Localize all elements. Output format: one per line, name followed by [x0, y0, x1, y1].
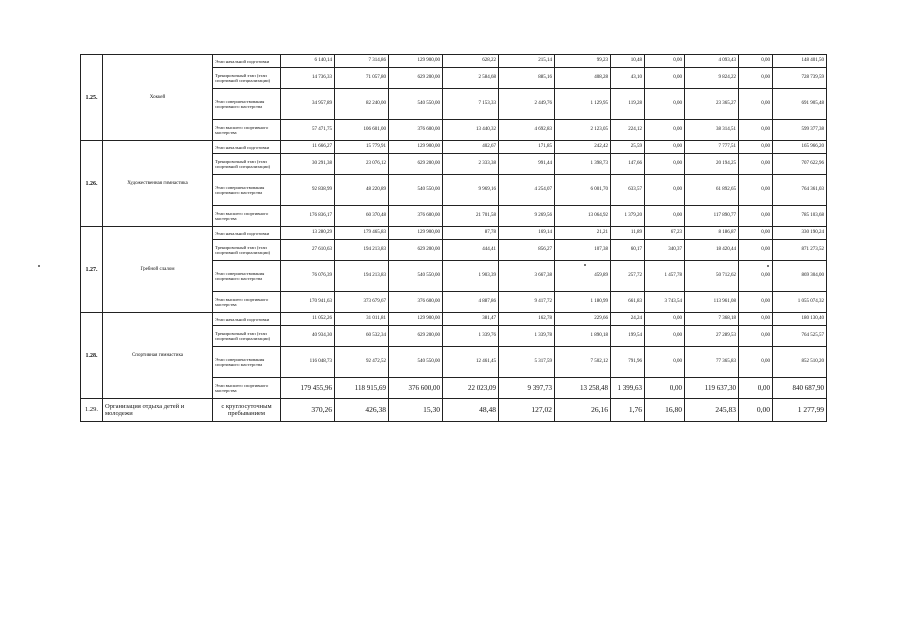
table-row: [81, 227, 827, 240]
value-cell: 791,96: [611, 347, 645, 378]
table-body: [81, 55, 827, 422]
value-cell: 15 779,91: [335, 141, 389, 154]
value-cell: 60,17: [611, 240, 645, 261]
stage-cell: с круглосуточным пребыванием: [213, 399, 281, 422]
value-cell: 113 961,08: [685, 292, 739, 313]
value-cell: 885,16: [499, 68, 555, 89]
value-cell: 3 743,54: [645, 292, 685, 313]
value-cell: 24,24: [611, 313, 645, 326]
row-index: 1.29.: [81, 399, 103, 422]
value-cell: 0,00: [739, 326, 773, 347]
stage-cell: Этап начальной подготовки: [213, 227, 281, 240]
value-cell: 856,27: [499, 240, 555, 261]
value-cell: 1 398,73: [555, 154, 611, 175]
value-cell: 376 600,00: [389, 206, 443, 227]
value-cell: 199,54: [611, 326, 645, 347]
value-cell: 0,00: [739, 120, 773, 141]
value-cell: 599 377,38: [773, 120, 827, 141]
stage-cell: Тренировочный этап (этап спортивной специализации): [213, 68, 281, 89]
value-cell: 38 314,51: [685, 120, 739, 141]
value-cell: 1,76: [611, 399, 645, 422]
stage-cell: Тренировочный этап (этап спортивной специализации): [213, 326, 281, 347]
sport-name: Художественная гимнастика: [103, 141, 213, 227]
value-cell: 1 055 074,32: [773, 292, 827, 313]
value-cell: 162,78: [499, 313, 555, 326]
value-cell: 0,00: [645, 68, 685, 89]
value-cell: 92 838,99: [281, 175, 335, 206]
value-cell: 0,00: [645, 326, 685, 347]
value-cell: 57 471,75: [281, 120, 335, 141]
value-cell: 13 280,29: [281, 227, 335, 240]
value-cell: 0,00: [645, 206, 685, 227]
value-cell: 330 190,24: [773, 227, 827, 240]
value-cell: 50 712,62: [685, 261, 739, 292]
value-cell: 6 140,14: [281, 55, 335, 68]
stage-cell: Тренировочный этап (этап спортивной специализации): [213, 240, 281, 261]
value-cell: 764 361,03: [773, 175, 827, 206]
value-cell: 245,83: [685, 399, 739, 422]
stage-cell: Этап совершенствования спортивного мастерства: [213, 261, 281, 292]
value-cell: 6 001,70: [555, 175, 611, 206]
value-cell: 8 186,87: [685, 227, 739, 240]
value-cell: 0,00: [645, 141, 685, 154]
value-cell: 0,00: [739, 313, 773, 326]
value-cell: 170 941,63: [281, 292, 335, 313]
value-cell: 82 240,00: [335, 89, 389, 120]
value-cell: 1 903,39: [443, 261, 499, 292]
value-cell: 633,57: [611, 175, 645, 206]
value-cell: 11 666,27: [281, 141, 335, 154]
value-cell: 871 273,52: [773, 240, 827, 261]
stage-cell: Этап высшего спортивного мастерства: [213, 378, 281, 399]
value-cell: 540 550,00: [389, 261, 443, 292]
value-cell: 0,00: [739, 292, 773, 313]
value-cell: 176 836,17: [281, 206, 335, 227]
value-cell: 23 365,27: [685, 89, 739, 120]
value-cell: 92 472,52: [335, 347, 389, 378]
value-cell: 402,67: [443, 141, 499, 154]
value-cell: 0,00: [645, 154, 685, 175]
value-cell: 34 957,89: [281, 89, 335, 120]
stage-cell: Этап совершенствования спортивного мастерства: [213, 347, 281, 378]
value-cell: 381,47: [443, 313, 499, 326]
value-cell: 691 905,48: [773, 89, 827, 120]
value-cell: 129 900,00: [389, 141, 443, 154]
value-cell: 2 449,76: [499, 89, 555, 120]
row-index: 1.28.: [81, 313, 103, 399]
value-cell: 0,00: [739, 154, 773, 175]
value-cell: 23 076,12: [335, 154, 389, 175]
value-cell: 370,26: [281, 399, 335, 422]
value-cell: 408,28: [555, 68, 611, 89]
stage-cell: Этап совершенствования спортивного мастерства: [213, 89, 281, 120]
value-cell: 106 601,00: [335, 120, 389, 141]
value-cell: 129 900,00: [389, 313, 443, 326]
sport-name: Хоккей: [103, 55, 213, 141]
value-cell: 77 365,83: [685, 347, 739, 378]
value-cell: 10,48: [611, 55, 645, 68]
value-cell: 540 550,00: [389, 347, 443, 378]
value-cell: 1 277,99: [773, 399, 827, 422]
value-cell: 16,80: [645, 399, 685, 422]
value-cell: 22 023,09: [443, 378, 499, 399]
value-cell: 2 333,38: [443, 154, 499, 175]
value-cell: 0,00: [645, 378, 685, 399]
value-cell: 0,00: [739, 68, 773, 89]
value-cell: 15,30: [389, 399, 443, 422]
value-cell: 119 637,30: [685, 378, 739, 399]
table-row: [81, 141, 827, 154]
value-cell: 376 600,00: [389, 120, 443, 141]
value-cell: 116 048,73: [281, 347, 335, 378]
value-cell: 0,00: [739, 347, 773, 378]
value-cell: 3 667,38: [499, 261, 555, 292]
value-cell: 60 370,48: [335, 206, 389, 227]
value-cell: 30 291,38: [281, 154, 335, 175]
value-cell: 2 123,05: [555, 120, 611, 141]
value-cell: 0,00: [645, 89, 685, 120]
cost-table: [80, 54, 827, 422]
value-cell: 7 368,18: [685, 313, 739, 326]
value-cell: 257,72: [611, 261, 645, 292]
stage-cell: Этап начальной подготовки: [213, 55, 281, 68]
value-cell: 107,38: [555, 240, 611, 261]
value-cell: 0,00: [645, 347, 685, 378]
value-cell: 0,00: [739, 399, 773, 422]
value-cell: 7 314,86: [335, 55, 389, 68]
table-row: [81, 313, 827, 326]
stage-cell: Этап высшего спортивного мастерства: [213, 206, 281, 227]
value-cell: 1 129,95: [555, 89, 611, 120]
value-cell: 991,44: [499, 154, 555, 175]
value-cell: 40 934,30: [281, 326, 335, 347]
value-cell: 9 397,73: [499, 378, 555, 399]
value-cell: 11 052,26: [281, 313, 335, 326]
value-cell: 129 900,00: [389, 55, 443, 68]
scan-speck: [584, 264, 586, 266]
value-cell: 14 736,33: [281, 68, 335, 89]
value-cell: 459,89: [555, 261, 611, 292]
value-cell: 0,00: [739, 378, 773, 399]
value-cell: 215,14: [499, 55, 555, 68]
value-cell: 0,00: [739, 261, 773, 292]
value-cell: 119,28: [611, 89, 645, 120]
value-cell: 9 824,22: [685, 68, 739, 89]
stage-cell: Этап начальной подготовки: [213, 313, 281, 326]
value-cell: 61 892,65: [685, 175, 739, 206]
value-cell: 1 457,78: [645, 261, 685, 292]
value-cell: 707 622,96: [773, 154, 827, 175]
table-row: [81, 55, 827, 68]
value-cell: 21,21: [555, 227, 611, 240]
value-cell: 7 777,51: [685, 141, 739, 154]
row-index: 1.27.: [81, 227, 103, 313]
value-cell: 444,41: [443, 240, 499, 261]
value-cell: 48,48: [443, 399, 499, 422]
value-cell: 426,38: [335, 399, 389, 422]
value-cell: 629 200,00: [389, 240, 443, 261]
value-cell: 13 064,92: [555, 206, 611, 227]
value-cell: 0,00: [739, 141, 773, 154]
value-cell: 99,23: [555, 55, 611, 68]
value-cell: 540 550,00: [389, 175, 443, 206]
value-cell: 4 692,83: [499, 120, 555, 141]
value-cell: 43,10: [611, 68, 645, 89]
value-cell: 0,00: [739, 175, 773, 206]
value-cell: 117 890,77: [685, 206, 739, 227]
value-cell: 194 213,83: [335, 240, 389, 261]
value-cell: 13 258,48: [555, 378, 611, 399]
value-cell: 169,14: [499, 227, 555, 240]
value-cell: 9 269,56: [499, 206, 555, 227]
value-cell: 1 399,63: [611, 378, 645, 399]
value-cell: 0,00: [739, 89, 773, 120]
value-cell: 2 584,68: [443, 68, 499, 89]
value-cell: 629 200,00: [389, 326, 443, 347]
value-cell: 661,83: [611, 292, 645, 313]
stage-cell: Этап совершенствования спортивного мастерства: [213, 175, 281, 206]
value-cell: 9 417,72: [499, 292, 555, 313]
value-cell: 67,23: [645, 227, 685, 240]
row-index: 1.26.: [81, 141, 103, 227]
value-cell: 4 254,07: [499, 175, 555, 206]
value-cell: 25,59: [611, 141, 645, 154]
value-cell: 18 420,44: [685, 240, 739, 261]
value-cell: 129 900,00: [389, 227, 443, 240]
value-cell: 27 610,63: [281, 240, 335, 261]
value-cell: 0,00: [645, 313, 685, 326]
value-cell: 1 339,76: [443, 326, 499, 347]
value-cell: 127,02: [499, 399, 555, 422]
value-cell: 340,37: [645, 240, 685, 261]
value-cell: 27 289,53: [685, 326, 739, 347]
value-cell: 0,00: [645, 120, 685, 141]
value-cell: 179 465,83: [335, 227, 389, 240]
value-cell: 9 969,16: [443, 175, 499, 206]
value-cell: 628,22: [443, 55, 499, 68]
value-cell: 31 011,81: [335, 313, 389, 326]
value-cell: 87,78: [443, 227, 499, 240]
value-cell: 629 200,00: [389, 154, 443, 175]
scan-speck: [38, 265, 40, 267]
value-cell: 376 600,00: [389, 378, 443, 399]
value-cell: 148 401,50: [773, 55, 827, 68]
document-sheet: [80, 54, 826, 422]
stage-cell: Этап высшего спортивного мастерства: [213, 120, 281, 141]
value-cell: 118 915,69: [335, 378, 389, 399]
sport-name: Спортивная гимнастика: [103, 313, 213, 399]
stage-cell: Этап начальной подготовки: [213, 141, 281, 154]
activity-name: Организация отдыха детей и молодежи: [103, 399, 213, 422]
value-cell: 1 379,20: [611, 206, 645, 227]
value-cell: 1 180,99: [555, 292, 611, 313]
value-cell: 11,89: [611, 227, 645, 240]
value-cell: 165 966,20: [773, 141, 827, 154]
value-cell: 0,00: [645, 175, 685, 206]
value-cell: 229,66: [555, 313, 611, 326]
value-cell: 1 339,78: [499, 326, 555, 347]
value-cell: 7 153,33: [443, 89, 499, 120]
value-cell: 21 701,58: [443, 206, 499, 227]
value-cell: 0,00: [739, 227, 773, 240]
value-cell: 0,00: [645, 55, 685, 68]
value-cell: 540 550,00: [389, 89, 443, 120]
value-cell: 224,12: [611, 120, 645, 141]
value-cell: 180 130,40: [773, 313, 827, 326]
value-cell: 840 687,90: [773, 378, 827, 399]
value-cell: 71 057,80: [335, 68, 389, 89]
value-cell: 179 455,96: [281, 378, 335, 399]
value-cell: 26,16: [555, 399, 611, 422]
value-cell: 0,00: [739, 240, 773, 261]
value-cell: 852 510,20: [773, 347, 827, 378]
value-cell: 5 317,59: [499, 347, 555, 378]
value-cell: 376 600,00: [389, 292, 443, 313]
row-index: 1.25.: [81, 55, 103, 141]
sport-name: Гребной слалом: [103, 227, 213, 313]
value-cell: 171,85: [499, 141, 555, 154]
scan-speck: [767, 265, 769, 267]
table-row: [81, 399, 827, 422]
value-cell: 20 194,25: [685, 154, 739, 175]
value-cell: 0,00: [739, 206, 773, 227]
value-cell: 13 440,32: [443, 120, 499, 141]
value-cell: 629 200,00: [389, 68, 443, 89]
value-cell: 764 525,57: [773, 326, 827, 347]
stage-cell: Тренировочный этап (этап спортивной специализации): [213, 154, 281, 175]
value-cell: 7 502,12: [555, 347, 611, 378]
value-cell: 60 532,34: [335, 326, 389, 347]
value-cell: 0,00: [739, 55, 773, 68]
value-cell: 869 304,00: [773, 261, 827, 292]
value-cell: 242,42: [555, 141, 611, 154]
value-cell: 194 213,83: [335, 261, 389, 292]
value-cell: 1 890,18: [555, 326, 611, 347]
value-cell: 728 739,59: [773, 68, 827, 89]
value-cell: 48 220,89: [335, 175, 389, 206]
value-cell: 147,66: [611, 154, 645, 175]
value-cell: 4 887,86: [443, 292, 499, 313]
value-cell: 373 679,67: [335, 292, 389, 313]
stage-cell: Этап высшего спортивного мастерства: [213, 292, 281, 313]
value-cell: 4 093,43: [685, 55, 739, 68]
value-cell: 76 076,39: [281, 261, 335, 292]
value-cell: 12 461,45: [443, 347, 499, 378]
value-cell: 785 103,68: [773, 206, 827, 227]
